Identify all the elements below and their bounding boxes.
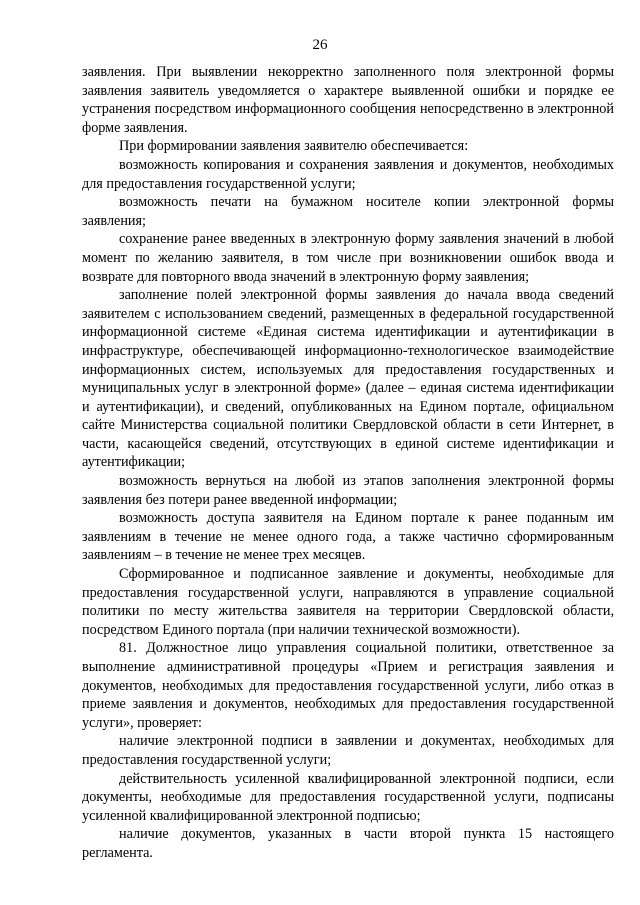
paragraph-6: заполнение полей электронной формы заявления до начала ввода сведений заявителем с использованием сведений, размещенных в федеральной государственной информационной системе «Единая система идентификации и аутентификации в инфраструктуре, обеспечивающей информационно-технологическое взаимодействие информационных систем, используемых для предоставления государственных и муниципальных услуг в электронной форме» (далее – единая система идентификации и аутентификации), и сведений, опубликованных на Едином портале, официальном сайте Министерства социальной политики Свердловской области в сети Интернет, в части, касающейся сведений, отсутствующих в единой системе идентификации и аутентификации; [82, 287, 614, 471]
paragraph-10: 81. Должностное лицо управления социальной политики, ответственное за выполнение административной процедуры «Прием и регистрация заявления и документов, необходимых для предоставления государственной услуги, либо отказ в приеме заявления и документов, необходимых для предоставления государственной услуги», проверяет: [82, 640, 614, 731]
paragraph-13: наличие документов, указанных в части второй пункта 15 настоящего регламента. [82, 826, 614, 861]
paragraph-1: заявления. При выявлении некорректно заполненного поля электронной формы заявления заявитель уведомляется о характере выявленной ошибки и порядке ее устранения посредством информационного сообщения непосредственно в электронной форме заявления. [82, 64, 614, 136]
paragraph-3: возможность копирования и сохранения заявления и документов, необходимых для предоставления государственной услуги; [82, 156, 614, 192]
paragraph-12: действительность усиленной квалифицированной электронной подписи, если документы, необходимые для предоставления государственной услуги, подписаны усиленной квалифицированной электронной подписью; [82, 770, 614, 824]
paragraph-7: возможность вернуться на любой из этапов заполнения электронной формы заявления без потери ранее введенной информации; [82, 473, 614, 508]
paragraph-11: наличие электронной подписи в заявлении и документах, необходимых для предоставления государственной услуги; [82, 733, 614, 768]
paragraph-8: возможность доступа заявителя на Едином портале к ранее поданным им заявлениям в течение не менее одного года, а также частично сформированным заявлениям – в течение не менее трех месяцев. [82, 510, 614, 564]
document-body [82, 63, 614, 863]
paragraph-4: возможность печати на бумажном носителе копии электронной формы заявления; [82, 194, 614, 229]
paragraph-2: При формировании заявления заявителю обеспечивается: [119, 138, 469, 155]
paragraph-5: сохранение ранее введенных в электронную форму заявления значений в любой момент по желанию заявителя, в том числе при возникновении ошибок ввода и возврате для повторного ввода значений в электронную форму заявления; [82, 231, 614, 285]
page-number: 26 [312, 37, 328, 53]
paragraph-9: Сформированное и подписанное заявление и документы, необходимые для предоставления государственной услуги, направляются в управление социальной политики по месту жительства заявителя на территории Свердловской области, посредством Единого портала (при наличии технической возможности). [82, 566, 614, 638]
